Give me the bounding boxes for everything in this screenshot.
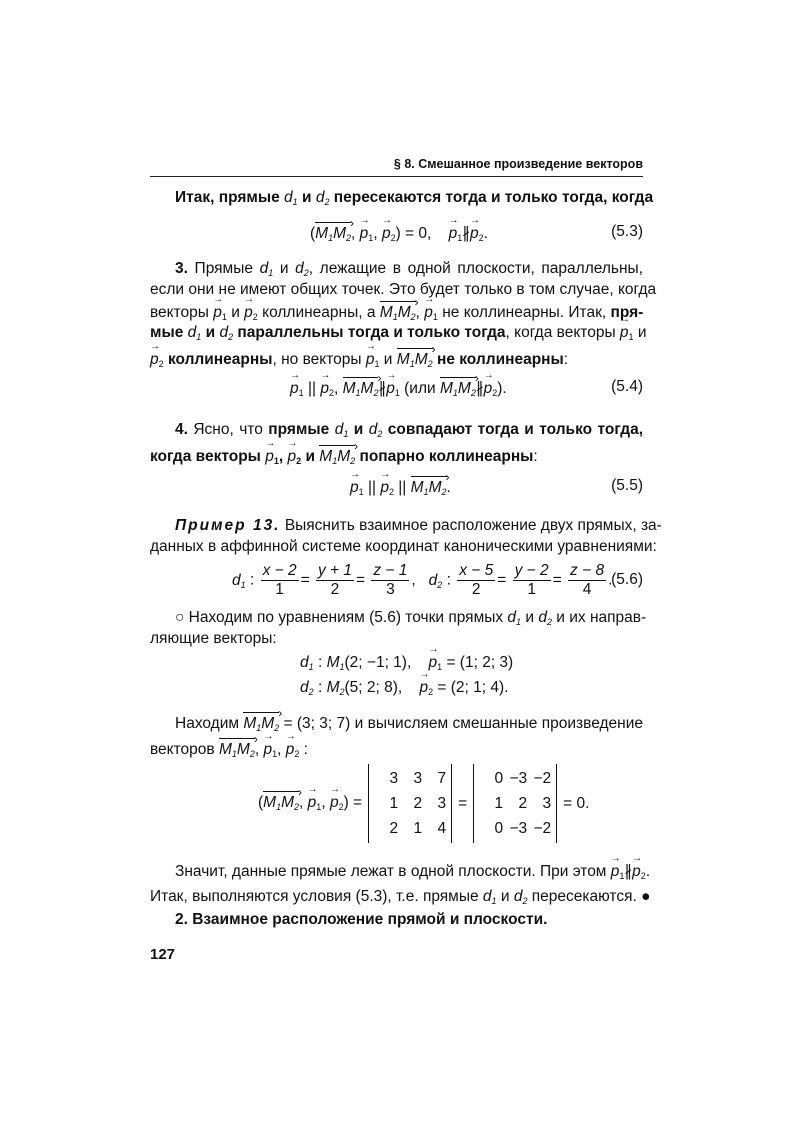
page-number: 127 <box>150 946 176 963</box>
example-line1: Пример 13. Выяснить взаимное расположение двух прямых, за- <box>175 517 662 534</box>
formula-5-6: $d_1$ : $\frac{x - 2}{1}$ = $\frac{y + 1}{2}$ = $\frac{z - 1}{3}$ , $d_2$ : $\frac{x - 5}{2}$ = $\frac{y - 2}{1}$ = $\frac{z - 8}{4}$ . <box>232 562 613 598</box>
intersect-condition-line: Итак, прямые $d_1$ и $d_2$ пересекаются тогда и только тогда, когда <box>175 189 654 207</box>
solution-line2: ляющие векторы: <box>150 630 277 647</box>
section-2-heading: 2. Взаимное расположение прямой и плоскости. <box>175 911 548 928</box>
formula-5-3: ($M_1M_2$ ›, → $p_1$, → $p_2) = 0$, → $p_1∦\to p_2$. <box>310 222 488 248</box>
para4-line1: 4. Ясно, что прямые $d_1$ и $d_2$ совпадают тогда и только тогда, <box>175 421 644 439</box>
formula-5-4: → $p_1$ || → $p_2$, $M_1M_2$ ›∦→ $p_1$ (или $M_1M_2$ ›∦→ $p_2$). <box>290 377 507 403</box>
para3-line4: мые $d_1$ и $d_2$ параллельны тогда и только тогда, когда векторы → $p_1$ и <box>150 323 643 347</box>
determinant-2: 0 −3 −2 1 2 3 0 −3 −2 <box>473 764 557 843</box>
para3-line1: 3. Прямые $d_1$ и $d_2$, лежащие в одной плоскости, параллельны, <box>175 260 643 278</box>
determinant-1: 3 3 7 1 2 3 2 1 4 <box>368 764 452 843</box>
solution-line4: векторов $M_1M_2$ ›, → $p_1$, → $p_2$ : <box>150 738 308 764</box>
formula-d1: $d_1$ : $M_1(2$; −1; 1), → $p_1 = (1$; 2; 3) <box>300 653 513 677</box>
formula-5-5: → $p_1$ || → $p_2$ || $M_1M_2$ ›. <box>350 476 451 502</box>
determinant-formula: ($M_1M_2$ ›, → $p_1$, → $p_2$) = 3 3 7 1 2 3 2 1 4 = 0 −3 −2 1 2 3 0 −3 −2 = 0. <box>258 764 589 843</box>
example-line2: данных в аффинной системе координат каноническими уравнениями: <box>150 538 657 555</box>
conclusion-line1: Значит, данные прямые лежат в одной плоскости. При этом → $p_1∦\to p_2$. <box>175 862 643 886</box>
eq-label-5-5: (5.5) <box>611 477 643 494</box>
header-rule <box>150 176 643 177</box>
conclusion-line2: Итак, выполняются условия (5.3), т.е. прямые $d_1$ и $d_2$ пересекаются. ● <box>150 888 651 906</box>
para3-line5: → $p_2$ коллинеарны, но векторы → $p_1$ и $M_1M_2$ › не коллинеарны: <box>150 348 568 374</box>
eq-label-5-3: (5.3) <box>611 223 643 240</box>
para3-line2: если они не имеют общих точек. Это будет только в том случае, когда <box>150 281 657 298</box>
solution-line3: Находим $M_1M_2$ › = (3; 3; 7) и вычисляем смешанные произведение <box>175 712 643 738</box>
para3-line3: векторы → $p_1$ $и \to p_2$ коллинеарны, а $M_1M_2$ ›, → $p_1$ не коллинеарны. Итак, пря- <box>150 301 643 327</box>
solution-line1: ○ Находим по уравнениям (5.6) точки прямых $d_1$ и $d_2$ и их направ- <box>175 609 647 627</box>
eq-label-5-6: (5.6) <box>611 571 643 588</box>
running-header: § 8. Смешанное произведение векторов <box>393 157 643 171</box>
formula-d2: $d_2$ : $M_2(5$; 2; 8), → $p_2 = (2$; 1; 4). <box>300 678 508 702</box>
eq-label-5-4: (5.4) <box>611 378 643 395</box>
para4-line2: когда векторы → $p_1$, → $p_2$ и $M_1M_2$ › попарно коллинеарны: <box>150 445 538 471</box>
